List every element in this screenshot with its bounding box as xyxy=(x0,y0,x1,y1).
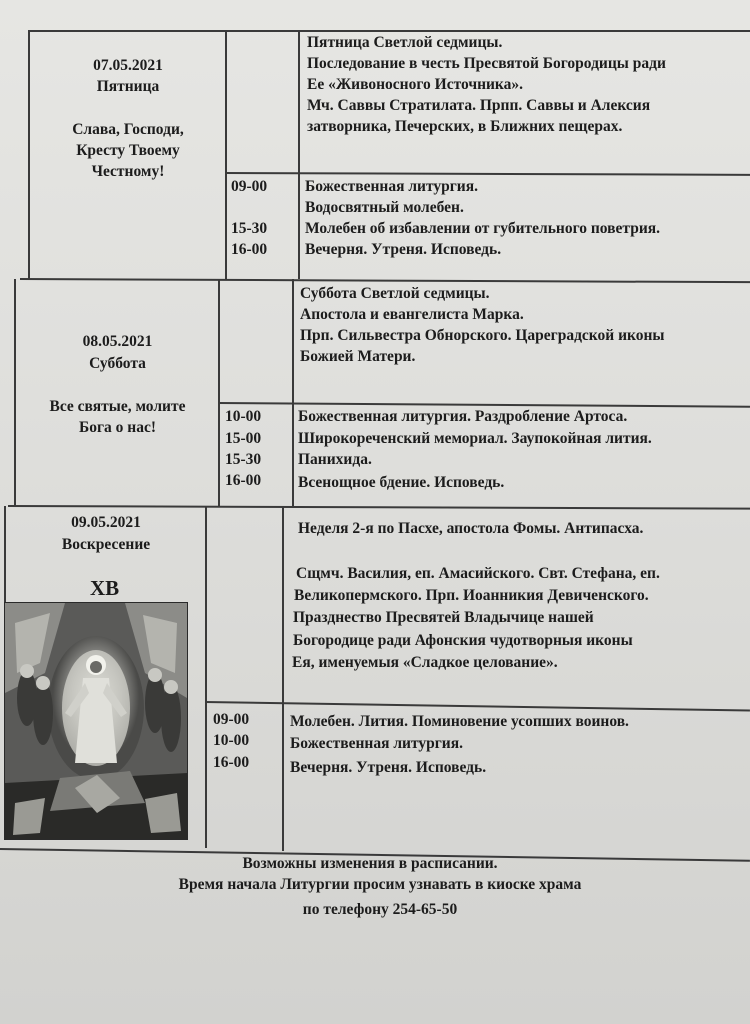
day3-greeting-xv: ХВ xyxy=(90,576,120,600)
day2-greeting-line2: Бога о нас! xyxy=(78,419,156,436)
day3-service-name: Вечерня. Утреня. Исповедь. xyxy=(290,759,487,776)
day1-greeting-line3: Честному! xyxy=(91,163,165,180)
day1-service-time: 15-30 xyxy=(231,220,268,237)
text-col-left-2 xyxy=(292,279,294,507)
footer-line-liturgy: Время начала Литургии просим узнавать в киоске храма xyxy=(178,876,582,893)
day2-service-time: 15-00 xyxy=(225,430,262,447)
day2-greeting-line1: Все святые, молите xyxy=(49,398,186,415)
day2-commemoration: Прп. Сильвестра Обнорского. Цареградской иконы xyxy=(300,327,665,344)
time-col-left-2 xyxy=(218,279,220,507)
day3-commemoration: Великопермского. Прп. Иоанникия Девиченского. xyxy=(294,587,649,604)
day2-date: 08.05.2021 xyxy=(82,333,153,350)
day3-service-time: 16-00 xyxy=(213,754,250,771)
day1-commemoration: Последование в честь Пресвятой Богородицы ради xyxy=(307,55,666,72)
day1-service-time: 09-00 xyxy=(231,178,268,195)
row-divider-2 xyxy=(8,505,750,510)
day1-date: 07.05.2021 xyxy=(93,57,163,74)
day3-weekday: Воскресение xyxy=(61,536,151,553)
day1-commemoration: Мч. Саввы Стратилата. Прпп. Саввы и Алексия xyxy=(307,97,651,114)
day3-commemoration: Празднество Пресвятей Владычице нашей xyxy=(293,609,594,626)
day1-service-name: Божественная литургия. xyxy=(305,178,478,195)
day2-service-name: Панихида. xyxy=(298,451,372,468)
resurrection-icon-image xyxy=(4,602,188,840)
sub-divider-3 xyxy=(205,701,750,712)
footer-line-phone: по телефону 254-65-50 xyxy=(302,901,458,918)
text-col-left-1 xyxy=(298,30,300,279)
day1-greeting-line2: Кресту Твоему xyxy=(76,142,180,159)
day2-service-time: 10-00 xyxy=(225,408,262,425)
day3-service-time: 09-00 xyxy=(213,711,250,728)
text-col-left-3 xyxy=(282,506,284,851)
day3-commemoration: Ея, именуемыя «Сладкое целование». xyxy=(292,654,558,671)
day1-commemoration: Пятница Светлой седмицы. xyxy=(307,34,503,51)
day3-service-name: Молебен. Лития. Поминовение усопших воинов. xyxy=(290,713,629,730)
day2-service-name: Широкореченский мемориал. Заупокойная лития. xyxy=(298,430,652,447)
day2-service-time: 16-00 xyxy=(225,472,262,489)
day2-weekday: Суббота xyxy=(89,355,146,372)
day1-commemoration: затворника, Печерских, в Ближних пещерах. xyxy=(307,118,623,135)
day3-service-name: Божественная литургия. xyxy=(290,735,463,752)
day2-commemoration: Божией Матери. xyxy=(300,348,416,365)
day2-commemoration: Суббота Светлой седмицы. xyxy=(300,285,490,302)
day2-service-time: 15-30 xyxy=(225,451,262,468)
day1-greeting-line1: Слава, Господи, xyxy=(72,121,184,138)
day2-service-name: Всенощное бдение. Исповедь. xyxy=(298,474,505,491)
day1-service-name: Вечерня. Утреня. Исповедь. xyxy=(305,241,502,258)
day1-service-time: 16-00 xyxy=(231,241,268,258)
sub-divider-1 xyxy=(225,172,750,176)
day2-service-name: Божественная литургия. Раздробление Артоса. xyxy=(298,408,628,425)
day1-weekday: Пятница xyxy=(96,78,160,95)
time-col-left-3 xyxy=(205,506,207,848)
day3-commemoration: Сщмч. Василия, еп. Амасийского. Свт. Стефана, еп. xyxy=(296,565,660,582)
day1-commemoration: Ее «Живоносного Источника». xyxy=(307,76,524,93)
day1-service-name: Молебен об избавлении от губительного поветрия. xyxy=(305,220,661,237)
day3-service-time: 10-00 xyxy=(213,732,250,749)
day3-date: 09.05.2021 xyxy=(71,514,141,531)
day3-commemoration: Богородице ради Афонския чудотворныя иконы xyxy=(293,632,633,649)
footer-line-changes: Возможны изменения в расписании. xyxy=(242,855,498,872)
day3-commemoration: Неделя 2-я по Пасхе, апостола Фомы. Антипасха. xyxy=(298,520,644,537)
day1-service-name: Водосвятный молебен. xyxy=(305,199,464,216)
table-left-border-2 xyxy=(14,279,16,507)
day2-commemoration: Апостола и евангелиста Марка. xyxy=(300,306,524,323)
